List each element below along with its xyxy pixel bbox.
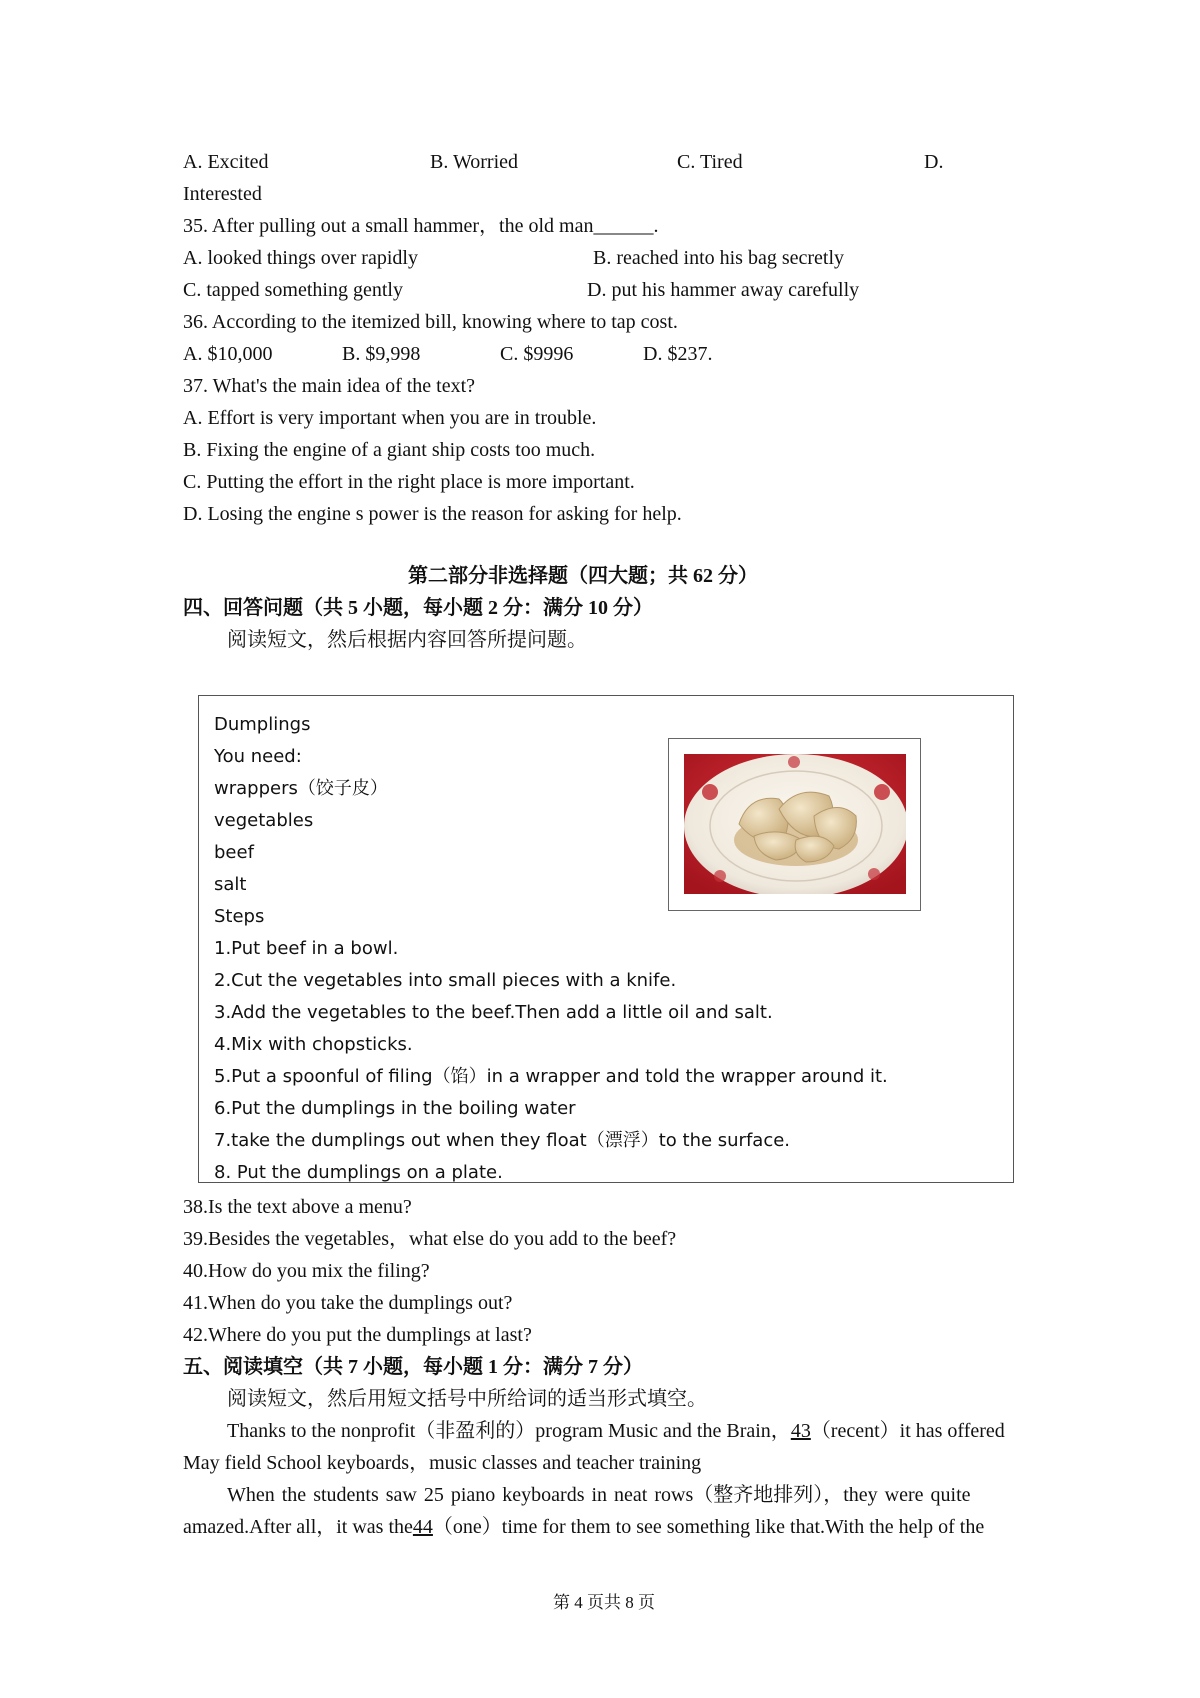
section5-instruction: 阅读短文，然后用短文括号中所给词的适当形式填空。 (227, 1388, 707, 1410)
recipe-step: 2.Cut the vegetables into small pieces with a knife. (214, 970, 677, 991)
q37-stem: 37. What's the main idea of the text? (183, 375, 476, 397)
q35-option-b: B. reached into his bag secretly (593, 247, 845, 269)
recipe-step: 3.Add the vegetables to the beef.Then add a little oil and salt. (214, 1002, 773, 1023)
q34-option-c: C. Tired (677, 151, 743, 173)
paragraph-text: （recent）it has offered (810, 1420, 1005, 1442)
section5-paragraph-1-line-2: May field School keyboards，music classes and teacher training (183, 1452, 702, 1474)
blank-43: 43 (790, 1420, 811, 1442)
q36-option-b: B. $9,998 (342, 343, 421, 365)
section4-instruction: 阅读短文，然后根据内容回答所提问题。 (227, 629, 587, 651)
question-item: 42.Where do you put the dumplings at last? (183, 1324, 532, 1346)
section5-heading: 五、阅读填空（共 7 小题，每小题 1 分：满分 7 分） (183, 1356, 643, 1378)
dumpling-photo (684, 754, 906, 894)
q35-stem: 35. After pulling out a small hammer，the old man______. (183, 215, 659, 237)
recipe-step: 8. Put the dumplings on a plate. (214, 1162, 503, 1183)
q34-option-d-cont: Interested (183, 183, 262, 205)
q37-option-d: D. Losing the engine s power is the reason for asking for help. (183, 503, 682, 525)
recipe-step: 6.Put the dumplings in the boiling water (214, 1098, 576, 1119)
q36-stem: 36. According to the itemized bill, knowing where to tap cost. (183, 311, 678, 333)
ingredient-item: beef (214, 842, 254, 863)
paragraph-text: amazed.After all，it was the (183, 1516, 413, 1538)
recipe-step: 5.Put a spoonful of filing（馅）in a wrapper and told the wrapper around it. (214, 1066, 888, 1087)
ingredient-item: vegetables (214, 810, 314, 831)
dumpling-photo-frame (668, 738, 921, 911)
page-footer: 第 4 页共 8 页 (553, 1593, 655, 1612)
question-item: 41.When do you take the dumplings out? (183, 1292, 513, 1314)
q37-option-b: B. Fixing the engine of a giant ship costs too much. (183, 439, 596, 461)
part2-title: 第二部分非选择题（四大题；共 62 分） (408, 565, 758, 587)
q36-option-d: D. $237. (643, 343, 713, 365)
section5-paragraph-2-line-2 (183, 1514, 984, 1540)
q35-option-a: A. looked things over rapidly (183, 247, 418, 269)
q35-option-d: D. put his hammer away carefully (587, 279, 860, 301)
blank-44: 44 (412, 1516, 433, 1538)
question-item: 38.Is the text above a menu? (183, 1196, 412, 1218)
q34-option-a: A. Excited (183, 151, 269, 173)
ingredient-item: wrappers（饺子皮） (214, 778, 388, 799)
dumpling-plate-illustration (684, 754, 906, 894)
paragraph-text: Thanks to the nonprofit（非盈利的）program Music and the Brain， (227, 1420, 791, 1442)
q36-option-a: A. $10,000 (183, 343, 273, 365)
ingredient-item: salt (214, 874, 247, 895)
q34-option-b: B. Worried (430, 151, 519, 173)
q37-option-c: C. Putting the effort in the right place is more important. (183, 471, 635, 493)
section5-paragraph-1-line-1 (227, 1418, 1005, 1444)
section5-paragraph-2-line-1: When the students saw 25 piano keyboards in neat rows（整齐地排列），they were quite (227, 1484, 971, 1506)
recipe-step: 7.take the dumplings out when they float（漂浮）to the surface. (214, 1130, 791, 1151)
q35-option-c: C. tapped something gently (183, 279, 403, 301)
paragraph-text: （one）time for them to see something like that.With the help of the (432, 1516, 985, 1538)
recipe-steps-label: Steps (214, 906, 265, 927)
section4-heading: 四、回答问题（共 5 小题，每小题 2 分：满分 10 分） (183, 597, 653, 619)
recipe-step: 1.Put beef in a bowl. (214, 938, 399, 959)
q37-option-a: A. Effort is very important when you are in trouble. (183, 407, 597, 429)
q34-option-d: D. (924, 151, 944, 173)
recipe-you-need-label: You need: (214, 746, 302, 767)
question-item: 39.Besides the vegetables，what else do you add to the beef? (183, 1228, 677, 1250)
recipe-step: 4.Mix with chopsticks. (214, 1034, 413, 1055)
question-item: 40.How do you mix the filing? (183, 1260, 430, 1282)
q36-option-c: C. $9996 (500, 343, 574, 365)
recipe-title: Dumplings (214, 714, 311, 735)
